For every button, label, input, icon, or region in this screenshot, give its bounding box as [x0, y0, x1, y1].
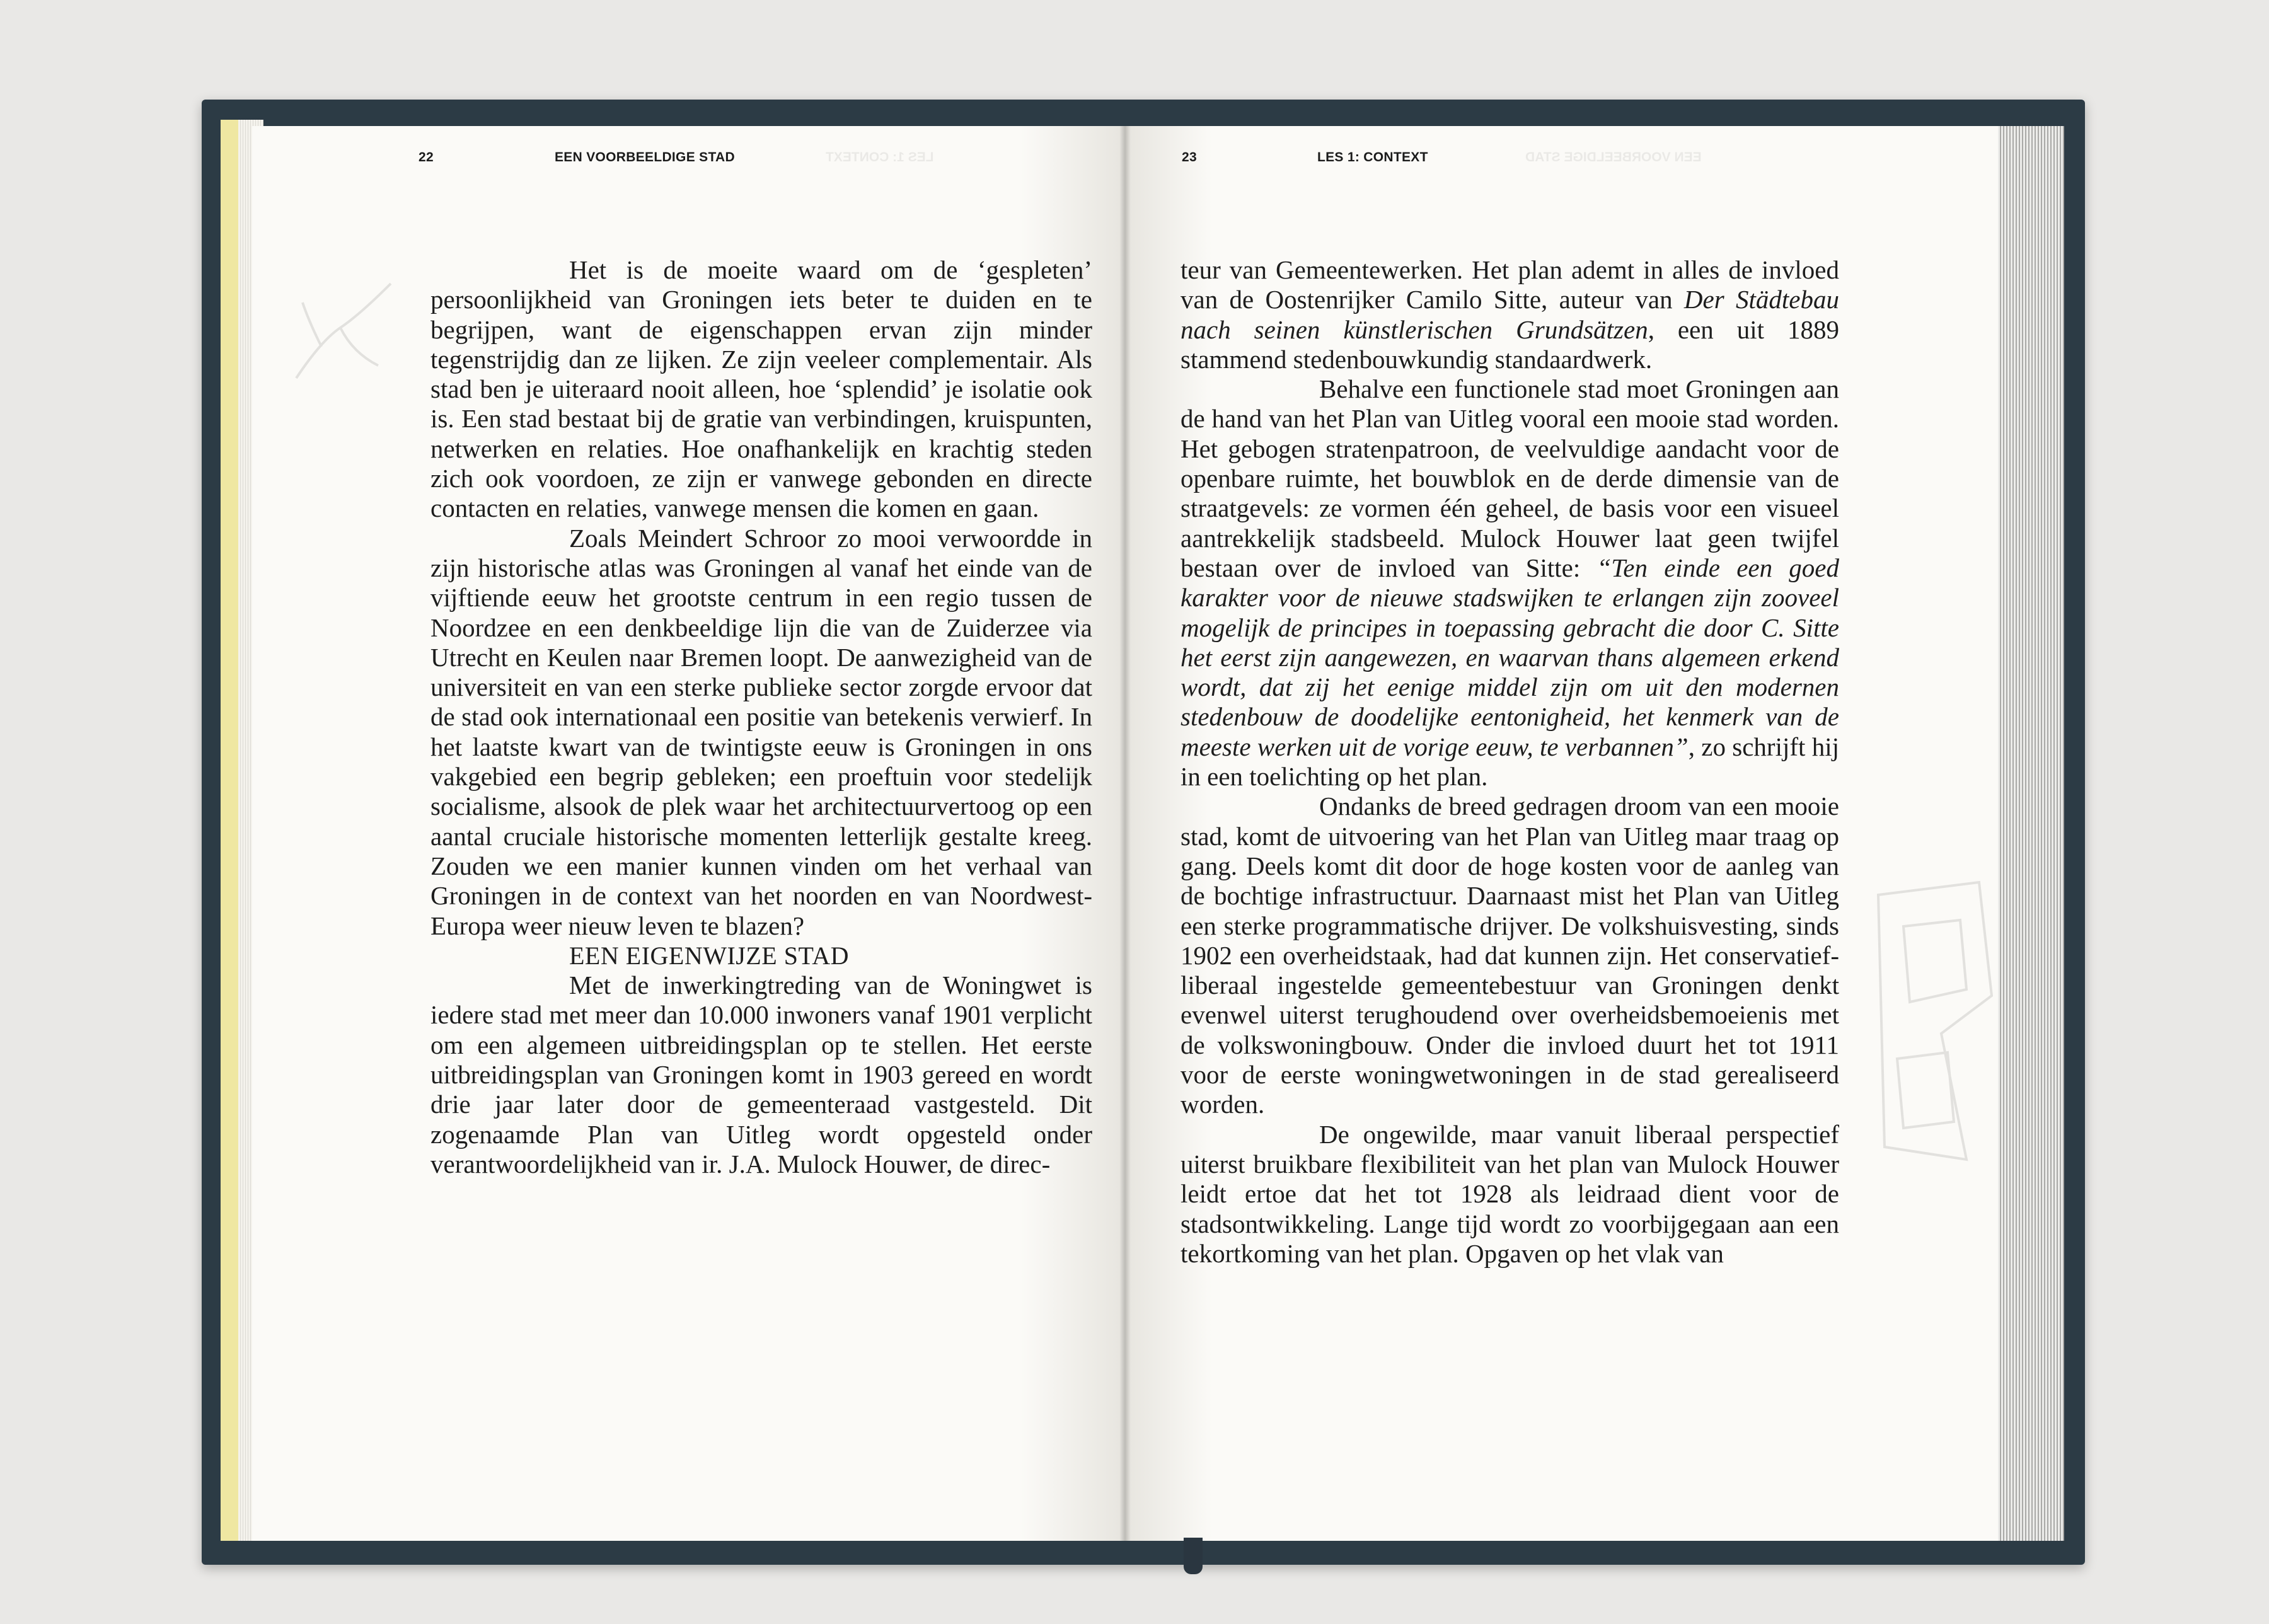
left-body-text	[430, 255, 1092, 1179]
show-through-head-left: LES 1: CONTEXT	[826, 150, 934, 164]
show-through-head-right: EEN VOORBEELDIGE STAD	[1525, 150, 1702, 164]
paragraph: De ongewilde, maar vanuit liberaal perspectief uiterst bruikbare flexibiliteit van het plan van Mulock Houwer leidt ertoe dat het tot 1928 als leidraad dient voor de stadsontwikkeling. Lange tijd wordt zo voorbijgegaan aan een tekortkoming van het plan. Opgaven op het vlak van	[1181, 1119, 1839, 1268]
paragraph: Zoals Meindert Schroor zo mooi verwoordde in zijn historische atlas was Groningen al vanaf het einde van de vijftiende eeuw het grootste centrum in een regio tussen de Noordzee en een denkbeeldige lijn die van de Zuiderzee via Utrecht en Keulen naar Bremen loopt. De aanwezigheid van de universiteit en van een sterke publieke sector zorgde ervoor dat de stad ook internationaal een positie van betekenis verwierf. In het laatste kwart van de twintigste eeuw is Groningen in ons vakgebied een begrip gebleken; een proeftuin voor stedelijk socialisme, alsook de plek waar het architectuurvertoog op een aantal cruciale historische momenten letterlijk gestalte kreeg. Zouden we een manier kunnen vinden om het verhaal van Groningen in de context van het noorden en van Noordwest-Europa weer nieuw leven te blazen?	[430, 523, 1092, 940]
quotation: “Ten einde een goed karakter voor de nieuwe stadswijken te erlangen zijn zooveel mogelijk de principes in toepassing gebracht die door C. Sitte het eerst zijn aangewezen, en waarvan thans algemeen erkend wordt, dat zij het eenige middel zijn om uit den modernen stedenbouw de doodelijke eentonigheid, het kenmerk van de meeste werken uit de vorige eeuw, te verbannen”	[1181, 553, 1840, 761]
text-run: Behalve een functionele stad moet Groningen aan de hand van het Plan van Uitleg vooral een mooie stad worden. Het gebogen stratenpatroon, de veelvuldige aandacht voor de openbare ruimte, het bouwblok en de derde dimensie van de straatgevels: ze vormen één geheel, de basis voor een visueel aantrekkelijk stadsbeeld. Mulock Houwer laat geen twijfel bestaan over de invloed van Sitte:	[1181, 374, 1839, 582]
text-run: , een uit 1889 stammend stedenbouwkundig standaardwerk.	[1181, 314, 1839, 374]
paragraph: Ondanks de breed gedragen droom van een mooie stad, komt de uitvoering van het Plan van Uitleg maar traag op gang. Deels komt dit door de hoge kosten voor de aanleg van de bochtige infrastructuur. Daarnaast mist het Plan van Uitleg een sterke programmatische drijver. De volkshuisvesting, sinds 1902 een overheidstaak, had dat kunnen zijn. Het conservatief-liberaal ingestelde gemeentebestuur van Groningen denkt evenwel uiterst terughoudend over overheidsbemoeienis met de volkswoningbouw. Onder die invloed duurt het tot 1911 voor de eerste woningwetwoningen in de stad gerealiseerd worden.	[1181, 792, 1839, 1119]
paragraph	[1181, 255, 1839, 374]
show-through-sketch-left	[284, 265, 403, 391]
text-run: , zo schrijft hij in een toelichting op het plan.	[1181, 732, 1839, 792]
page-number-left: 22	[419, 150, 434, 164]
right-body-text	[1181, 255, 1839, 1269]
paragraph: Het is de moeite waard om de ‘gespleten’ persoonlijkheid van Groningen iets beter te duiden en te begrijpen, want de eigenschappen ervan zijn minder tegenstrijdig dan ze lijken. Ze zijn veeleer complementair. Als stad ben je uiteraard nooit alleen, hoe ‘splendid’ je isolatie ook is. Een stad bestaat bij de gratie van verbindingen, kruispunten, netwerken en relaties. Hoe onafhankelijk en krachtig steden zich ook voordoen, ze zijn er vanwege gebonden en directe contacten en relaties, vanwege mensen die komen en gaan.	[430, 255, 1092, 523]
book-gutter	[1119, 126, 1131, 1541]
running-head-left: EEN VOORBEELDIGE STAD	[555, 150, 735, 164]
book-title: Der Städtebau nach seinen künstlerischen Grundsätzen	[1181, 285, 1839, 344]
paragraph: Met de inwerkingtreding van de Woningwet is iedere stad met meer dan 10.000 inwoners vanaf 1901 verplicht om een algemeen uitbreidingsplan op te stellen. Het eerste uitbreidingsplan van Groningen komt in 1903 gereed en wordt drie jaar later door de gemeenteraad vastgesteld. Dit zogenaamde Plan van Uitleg wordt opgesteld onder verantwoordelijkheid van ir. J.A. Mulock Houwer, de direc-	[430, 970, 1092, 1178]
show-through-sketch-right	[1866, 870, 1998, 1172]
page-edges-right	[1998, 126, 2064, 1541]
text-run: teur van Gemeentewerken. Het plan ademt in alles de invloed van de Oostenrijker Camilo Sitte, auteur van	[1181, 255, 1839, 314]
section-heading: EEN EIGENWIJZE STAD	[569, 941, 849, 970]
page-number-right: 23	[1182, 150, 1197, 164]
bookmark-ribbon	[1184, 1538, 1203, 1574]
running-head-right: LES 1: CONTEXT	[1317, 150, 1428, 164]
paragraph	[1181, 374, 1839, 792]
